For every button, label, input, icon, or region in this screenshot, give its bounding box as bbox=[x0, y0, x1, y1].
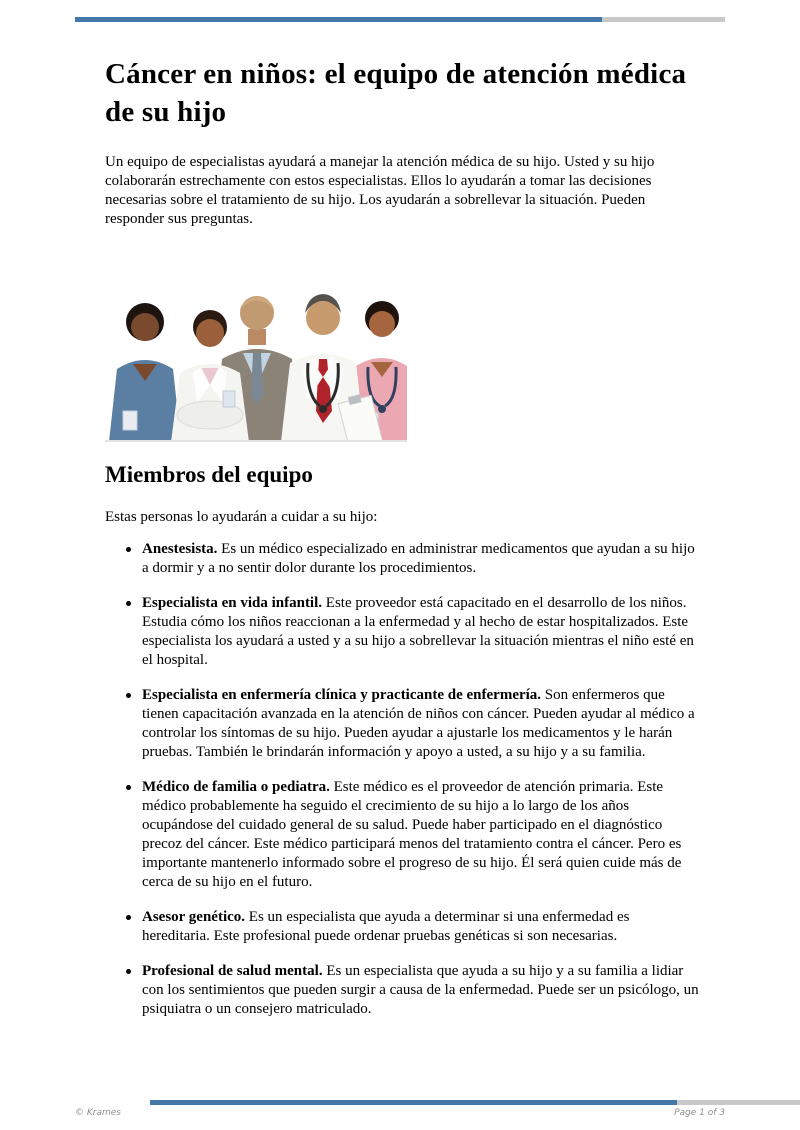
member-description: Es un especialista que ayuda a determinar si una enfermedad es hereditaria. Este profesional puede ordenar pruebas genéticas si son necesarias. bbox=[142, 909, 630, 944]
bullet-icon bbox=[126, 547, 131, 552]
member-description: Este proveedor está capacitado en el desarrollo de los niños. Estudia cómo los niños reaccionan a la enfermedad y al hecho de estar hospitalizados. Este especialista los ayudará a usted y a su hijo a sobrellevar la situación mientras el niño esté en el hospital. bbox=[142, 595, 694, 668]
divider-gray-segment bbox=[677, 1100, 800, 1105]
member-name: Asesor genético. bbox=[142, 909, 246, 925]
list-item bbox=[105, 962, 700, 1019]
member-description: Este médico es el proveedor de atención primaria. Este médico probablemente ha seguido el crecimiento de su hijo a lo largo de los años ocupándose del cuidado general de su salud. Puede haber participado en el diagnóstico precoz del cáncer. Este médico participará menos del tratamiento contra el cáncer. Pero es importante mantenerlo informado sobre el progreso de su hijo. Él será quien cuide más de cerca de su hijo en el futuro. bbox=[142, 779, 682, 890]
medical-team-photo bbox=[105, 263, 407, 442]
bullet-icon bbox=[126, 969, 131, 974]
member-description: Son enfermeros que tienen capacitación avanzada en la atención de niños con cáncer. Pueden ayudar al médico a controlar los síntomas de su hijo. Pueden ayudar a ajustarle los medicamentos y le harán pruebas. También le brindarán información y apoyo a usted, a su hijo y a su familia. bbox=[142, 687, 695, 760]
list-item bbox=[105, 594, 700, 670]
page-number: Page 1 of 3 bbox=[674, 1108, 725, 1118]
section-intro: Estas personas lo ayudarán a cuidar a su hijo: bbox=[105, 509, 378, 525]
team-member-list bbox=[105, 540, 700, 1019]
member-name: Anestesista. bbox=[142, 541, 218, 557]
bullet-icon bbox=[126, 601, 131, 606]
bullet-icon bbox=[126, 693, 131, 698]
member-description: Es un especialista que ayuda a su hijo y a su familia a lidiar con los sentimientos que pueden surgir a causa de la enfermedad. Puede ser un psicólogo, un psiquiatra o un consejero matriculado. bbox=[142, 963, 699, 1017]
member-description: Es un médico especializado en administrar medicamentos que ayudan a su hijo a dormir y a no sentir dolor durante los procedimientos. bbox=[142, 541, 695, 576]
footer-divider bbox=[150, 1100, 800, 1105]
page-footer bbox=[75, 1100, 725, 1118]
divider-gray-segment bbox=[602, 17, 726, 22]
list-item bbox=[105, 540, 700, 578]
bullet-icon bbox=[126, 785, 131, 790]
divider-blue-segment bbox=[75, 17, 602, 22]
divider-blue-segment bbox=[150, 1100, 677, 1105]
bullet-icon bbox=[126, 915, 131, 920]
member-name: Médico de familia o pediatra. bbox=[142, 779, 330, 795]
copyright: © Krames bbox=[75, 1108, 121, 1118]
member-name: Especialista en enfermería clínica y practicante de enfermería. bbox=[142, 687, 542, 703]
list-item bbox=[105, 686, 700, 762]
list-item bbox=[105, 778, 700, 892]
top-divider bbox=[75, 17, 725, 22]
member-name: Profesional de salud mental. bbox=[142, 963, 323, 979]
section-heading: Miembros del equipo bbox=[105, 462, 313, 487]
intro-paragraph: Un equipo de especialistas ayudará a manejar la atención médica de su hijo. Usted y su hijo colaborarán estrechamente con estos especialistas. Ellos lo ayudarán a tomar las decisiones necesarias sobre el tratamiento de su hijo. Los ayudarán a sobrellevar la situación. Pueden responder sus preguntas. bbox=[105, 154, 655, 227]
member-name: Especialista en vida infantil. bbox=[142, 595, 323, 611]
list-item bbox=[105, 908, 700, 946]
page-title: Cáncer en niños: el equipo de atención médica de su hijo bbox=[105, 58, 687, 128]
